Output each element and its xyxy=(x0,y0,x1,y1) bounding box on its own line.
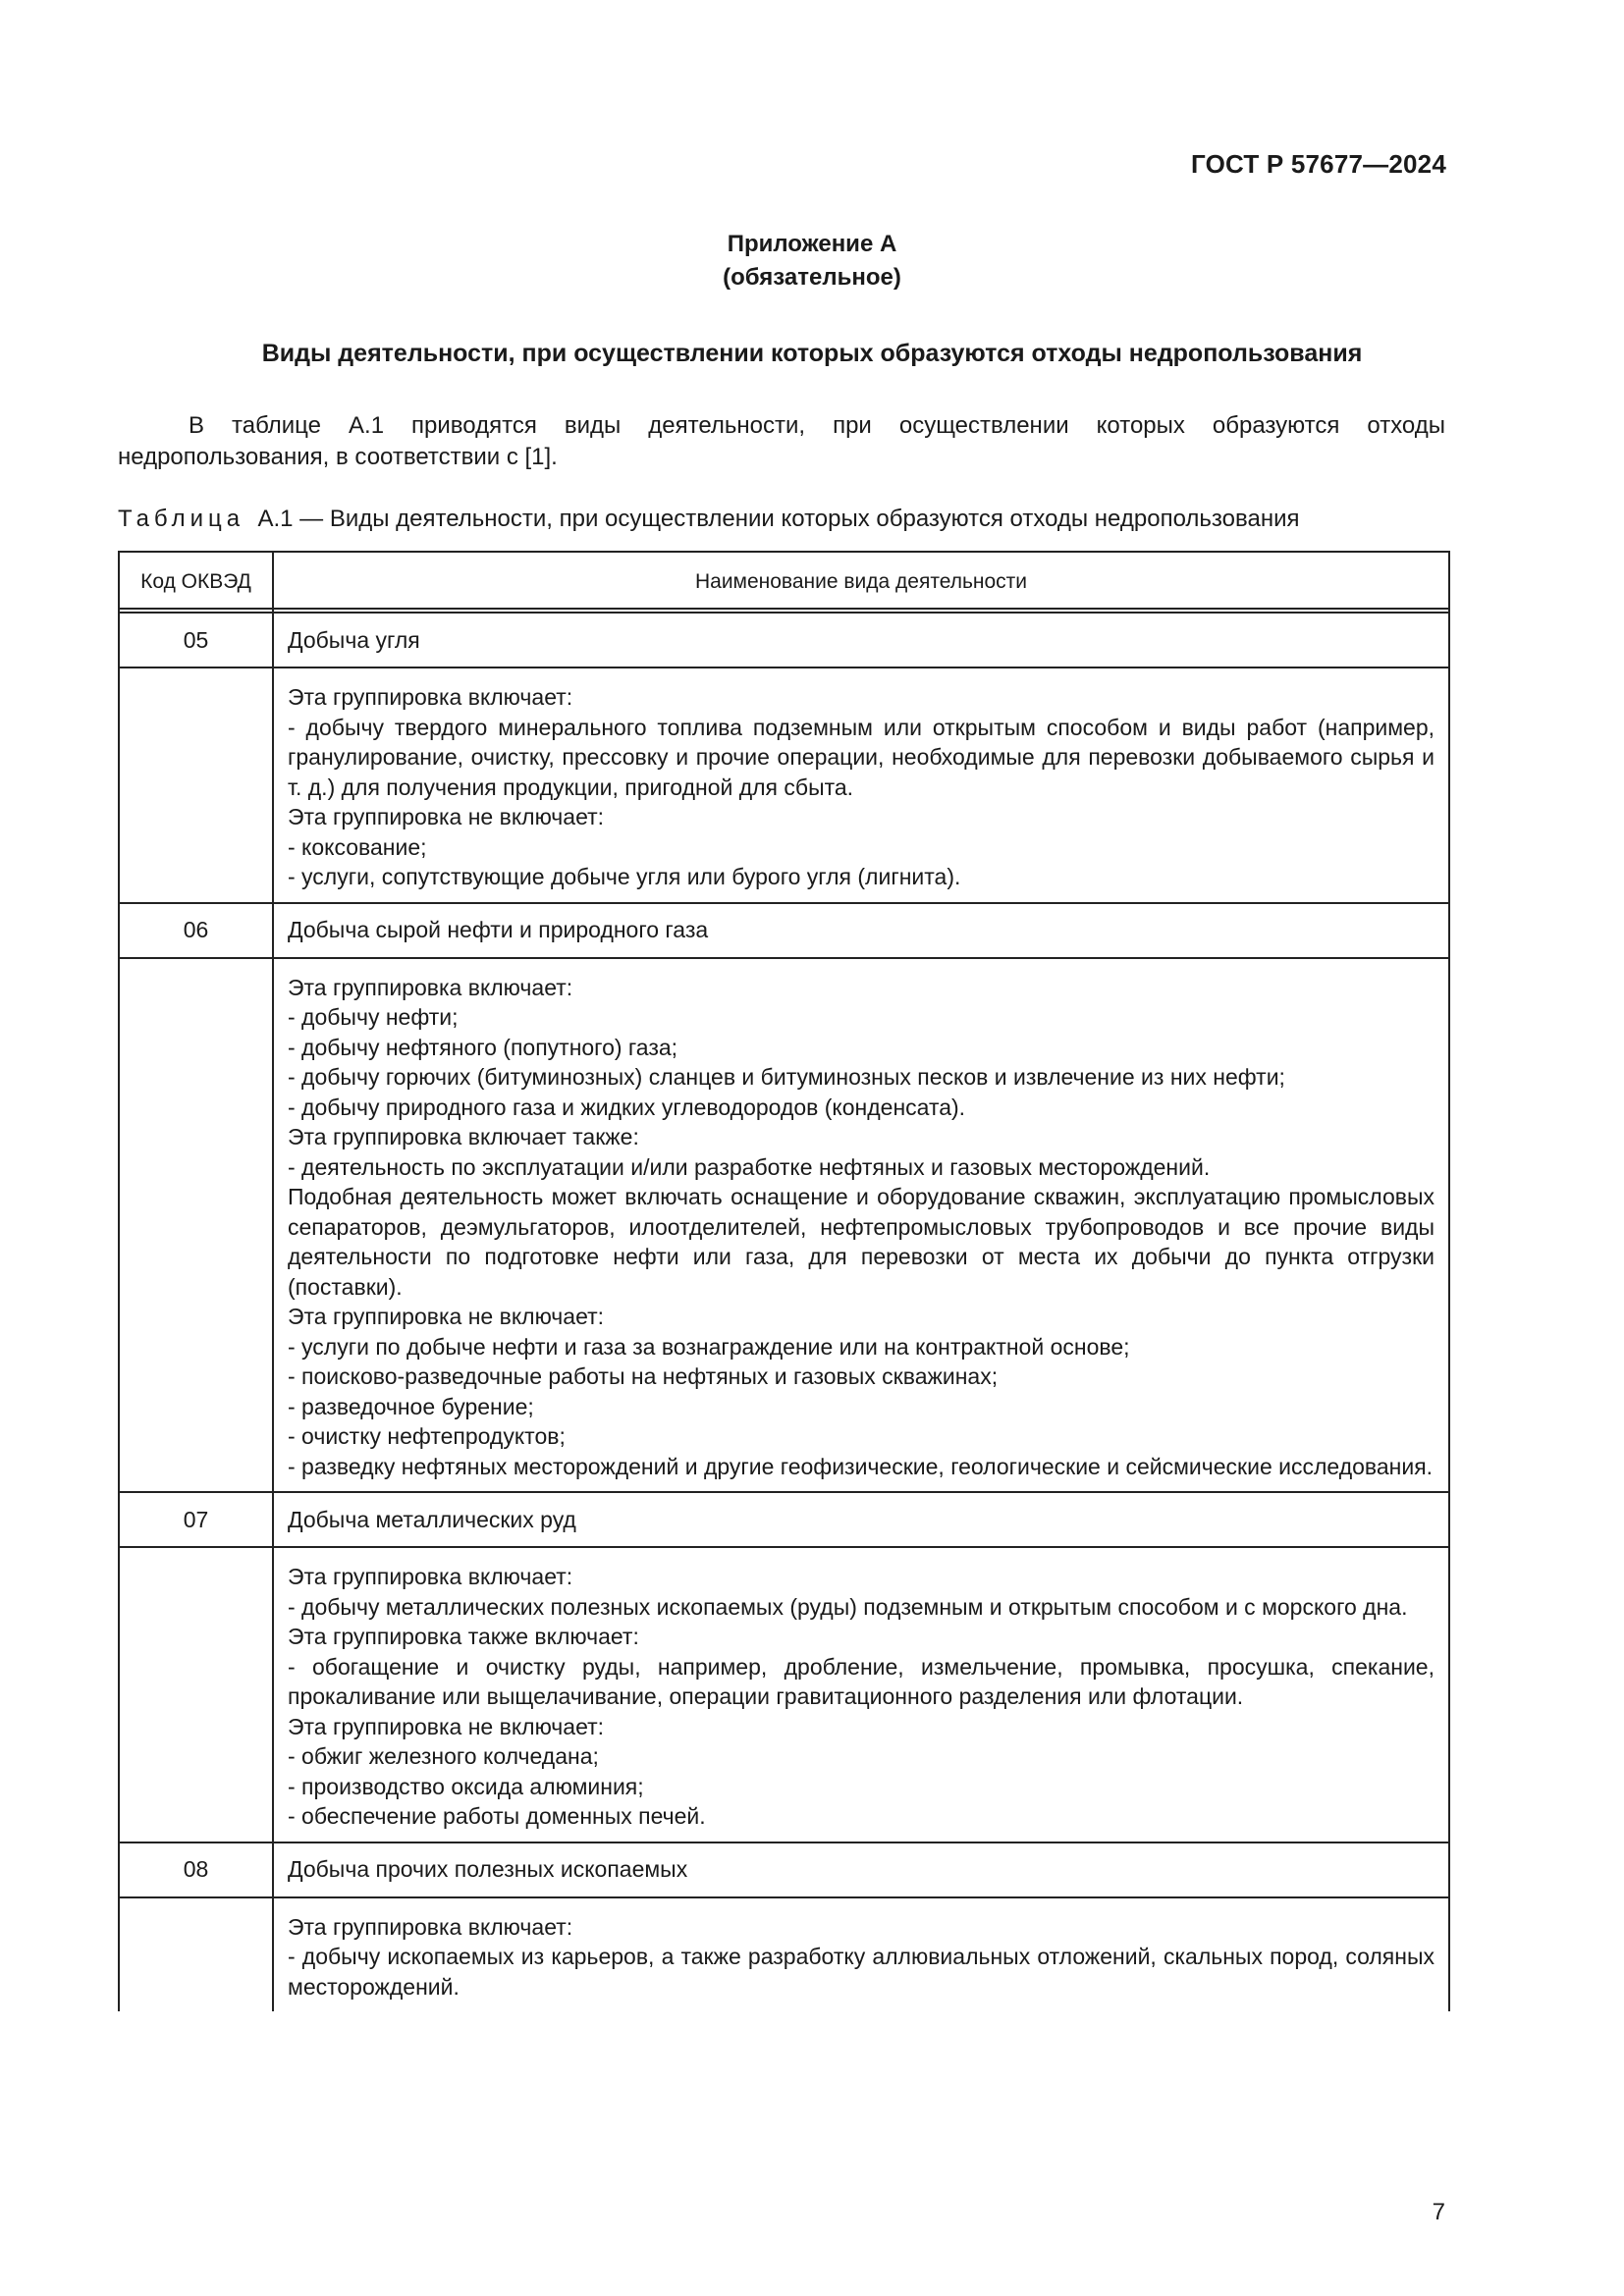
table-row xyxy=(119,1842,1449,1897)
table-row xyxy=(119,1492,1449,1547)
table-caption xyxy=(118,506,1453,533)
appendix-header xyxy=(0,228,1624,294)
description-line: - обеспечение работы доменных печей. xyxy=(288,1803,706,1829)
activity-table xyxy=(118,551,1450,2011)
description-line: - услуги по добыче нефти и газа за вознаграждение или на контрактной основе; xyxy=(288,1333,1130,1360)
description-line: - добычу твердого минерального топлива подземным или открытым способом и виды работ (например, гранулирование, очистку, прессовку и прочие операции, необходимые для перевозки добываемого сырья и т. д.) для получения продукции, пригодной для сбыта. xyxy=(288,714,1435,800)
okved-code-cell: 08 xyxy=(119,1842,273,1897)
okved-code-cell: 07 xyxy=(119,1492,273,1547)
okved-code-cell: 05 xyxy=(119,613,273,667)
description-line: - разведку нефтяных месторождений и другие геофизические, геологические и сейсмические исследования. xyxy=(288,1453,1434,1479)
empty-code-cell xyxy=(119,1547,273,1842)
description-line: - добычу ископаемых из карьеров, а также разработку аллювиальных отложений, скальных пород, соляных месторождений. xyxy=(288,1944,1435,2000)
description-line: Эта группировка включает: xyxy=(288,974,573,1000)
page-number: 7 xyxy=(1432,2199,1445,2225)
description-line: Эта группировка не включает: xyxy=(288,1713,605,1739)
standard-id: ГОСТ Р 57677—2024 xyxy=(1191,149,1446,179)
intro-text: В таблице А.1 приводятся виды деятельности, при осуществлении которых образуются отходы недропользования, в соответствии с [1]. xyxy=(118,412,1445,470)
description-line: Эта группировка не включает: xyxy=(288,804,605,829)
description-line: Эта группировка включает также: xyxy=(288,1124,639,1149)
description-line: Подобная деятельность может включать оснащение и оборудование скважин, эксплуатацию промысловых сепараторов, деэмульгаторов, илоотделителей, нефтепромысловых трубопроводов и все прочие виды деятельности по подготовке нефти или газа, для перевозки от места их добычи до пункта отгрузки (поставки). xyxy=(288,1184,1435,1300)
empty-code-cell xyxy=(119,958,273,1493)
table-row xyxy=(119,903,1449,958)
appendix-status: (обязательное) xyxy=(723,264,901,291)
description-line: - деятельность по эксплуатации и/или разработке нефтяных и газовых месторождений. xyxy=(288,1153,1211,1180)
section-heading: Виды деятельности, при осуществлении которых образуются отходы недропользования xyxy=(261,340,1363,367)
description-line: Эта группировка включает: xyxy=(288,684,573,710)
table-row xyxy=(119,1897,1449,2012)
empty-code-cell xyxy=(119,1897,273,2012)
activity-description-cell xyxy=(273,667,1449,903)
intro-paragraph xyxy=(118,410,1445,473)
description-line: Эта группировка не включает: xyxy=(288,1304,605,1329)
table-row xyxy=(119,958,1449,1493)
table-body xyxy=(119,613,1449,2011)
column-header-code: Код ОКВЭД xyxy=(119,552,273,613)
description-line: - производство оксида алюминия; xyxy=(288,1773,644,1799)
description-line: - поисково-разведочные работы на нефтяных и газовых скважинах; xyxy=(288,1363,999,1389)
activity-name-cell: Добыча прочих полезных ископаемых xyxy=(273,1842,1449,1897)
description-line: - добычу горючих (битуминозных) сланцев и битуминозных песков и извлечение из них нефти; xyxy=(288,1064,1285,1090)
table-row xyxy=(119,667,1449,903)
okved-code-cell: 06 xyxy=(119,903,273,958)
description-line: - разведочное бурение; xyxy=(288,1393,534,1419)
column-header-name: Наименование вида деятельности xyxy=(273,552,1449,613)
description-line: - обжиг железного колчедана; xyxy=(288,1743,599,1769)
table-caption-text: А.1 — Виды деятельности, при осуществлении которых образуются отходы недропользования xyxy=(257,506,1300,532)
description-line: - добычу металлических полезных ископаемых (руды) подземным и открытым способом и с морского дна. xyxy=(288,1593,1408,1620)
activity-name-cell: Добыча металлических руд xyxy=(273,1492,1449,1547)
description-line: - добычу нефтяного (попутного) газа; xyxy=(288,1034,678,1060)
table-header-row xyxy=(119,552,1449,613)
activity-description-cell xyxy=(273,1547,1449,1842)
empty-code-cell xyxy=(119,667,273,903)
table-row xyxy=(119,1547,1449,1842)
table-caption-label: Таблица xyxy=(118,506,245,532)
activity-name-cell: Добыча угля xyxy=(273,613,1449,667)
activity-table-wrapper xyxy=(118,551,1448,2011)
description-line: - услуги, сопутствующие добыче угля или бурого угля (лигнита). xyxy=(288,864,961,889)
description-line: - добычу природного газа и жидких углеводородов (конденсата). xyxy=(288,1094,966,1120)
description-line: Эта группировка включает: xyxy=(288,1913,573,1940)
description-line: - добычу нефти; xyxy=(288,1004,459,1030)
table-row xyxy=(119,613,1449,667)
activity-name-cell: Добыча сырой нефти и природного газа xyxy=(273,903,1449,958)
description-line: Эта группировка также включает: xyxy=(288,1624,639,1649)
activity-description-cell xyxy=(273,1897,1449,2012)
description-line: - коксование; xyxy=(288,833,427,860)
description-line: - обогащение и очистку руды, например, дробление, измельчение, промывка, просушка, спекание, прокаливание или выщелачивание, операции гравитационного разделения или флотации. xyxy=(288,1653,1435,1709)
description-line: Эта группировка включает: xyxy=(288,1564,573,1589)
activity-description-cell xyxy=(273,958,1449,1493)
description-line: - очистку нефтепродуктов; xyxy=(288,1423,566,1449)
appendix-title: Приложение А xyxy=(727,231,897,257)
